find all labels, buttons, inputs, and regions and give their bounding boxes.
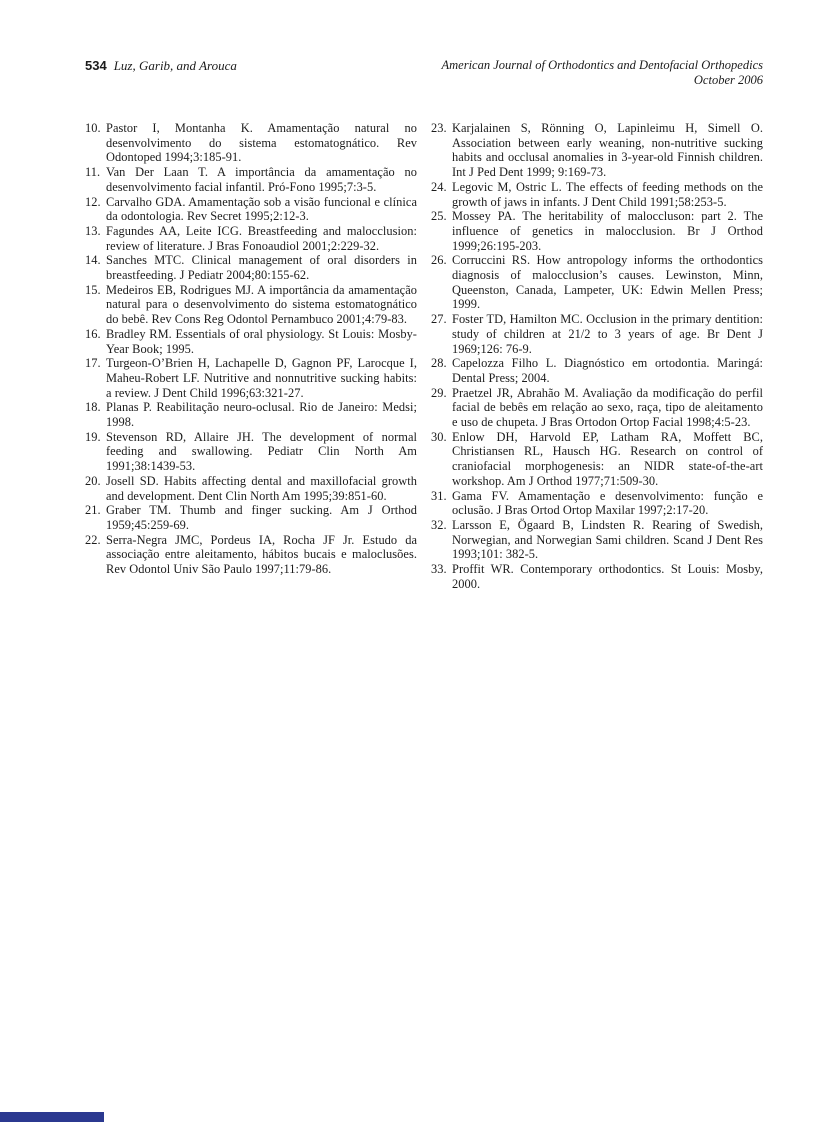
reference-number: 11. <box>85 165 101 180</box>
reference-item <box>85 121 417 165</box>
reference-text: Josell SD. Habits affecting dental and maxillofacial growth and development. Dent Clin North Am 1995;39:851-60. <box>106 473 417 503</box>
reference-number: 14. <box>85 253 101 268</box>
reference-item <box>85 503 417 532</box>
reference-number: 33. <box>431 562 447 577</box>
reference-item <box>85 533 417 577</box>
reference-item <box>85 195 417 224</box>
reference-number: 31. <box>431 488 447 503</box>
reference-number: 20. <box>85 473 101 488</box>
reference-text: Proffit WR. Contemporary orthodontics. St Louis: Mosby, 2000. <box>452 562 763 591</box>
reference-text: Karjalainen S, Rönning O, Lapinleimu H, Simell O. Association between early weaning, non-nutritive sucking habits and occlusal anomalies in 3-year-old Finnish children. Int J Ped Dent 1999; 9:169-73. <box>452 121 763 180</box>
reference-number: 24. <box>431 179 447 194</box>
reference-number: 27. <box>431 312 447 327</box>
reference-number: 25. <box>431 209 447 224</box>
reference-text: Turgeon-O’Brien H, Lachapelle D, Gagnon PF, Larocque I, Maheu-Robert LF. Nutritive and nonnutritive sucking habits: a review. J Dent Child 1996;63:321-27. <box>106 356 417 400</box>
reference-number: 32. <box>431 517 447 532</box>
reference-number: 30. <box>431 429 447 444</box>
reference-item <box>85 283 417 327</box>
reference-text: Van Der Laan T. A importância da amamentação no desenvolvimento facial infantil. Pró-Fono 1995;7:3-5. <box>106 165 417 194</box>
references-right-column <box>431 121 763 592</box>
page-number: 534 <box>85 58 107 73</box>
reference-text: Corruccini RS. How antropology informs the orthodontics diagnosis of malocclusion’s causes. Lewinston, Minn, Queenston, Canada, Lampeter, UK: Edwin Mellen Press; 1999. <box>452 253 763 312</box>
reference-number: 23. <box>431 121 447 135</box>
reference-text: Legovic M, Ostric L. The effects of feeding methods on the growth of jaws in infants. J Dent Child 1991;58:253-5. <box>452 179 763 209</box>
reference-text: Fagundes AA, Leite ICG. Breastfeeding and malocclusion: review of literature. J Bras Fonoaudiol 2001;2:229-32. <box>106 223 417 253</box>
running-authors: Luz, Garib, and Arouca <box>113 58 237 73</box>
reference-item <box>431 209 763 253</box>
reference-text: Serra-Negra JMC, Pordeus IA, Rocha JF Jr. Estudo da associação entre aleitamento, hábitos bucais e maloclusões. Rev Odontol Univ São Paulo 1997;11:79-86. <box>106 532 417 577</box>
reference-item <box>85 430 417 474</box>
reference-text: Carvalho GDA. Amamentação sob a visão funcional e clínica da odontologia. Rev Secret 1995;2:12-3. <box>106 194 417 224</box>
references-left-column <box>85 121 417 592</box>
reference-item <box>431 121 763 180</box>
running-head-left <box>85 58 237 74</box>
reference-number: 13. <box>85 223 101 238</box>
reference-text: Foster TD, Hamilton MC. Occlusion in the primary dentition: study of children at 21/2 to 3 years of age. Br Dent J 1969;126: 76-9. <box>452 312 763 356</box>
reference-item <box>431 430 763 489</box>
reference-number: 16. <box>85 326 101 341</box>
reference-number: 18. <box>85 400 101 415</box>
reference-item <box>85 400 417 429</box>
reference-item <box>431 489 763 518</box>
reference-text: Planas P. Reabilitação neuro-oclusal. Rio de Janeiro: Medsi; 1998. <box>106 400 417 430</box>
issue-date: October 2006 <box>693 73 763 87</box>
reference-item <box>85 356 417 400</box>
reference-item <box>431 386 763 430</box>
reference-text: Praetzel JR, Abrahão M. Avaliação da modificação do perfil facial de bebês em relação ao sexo, raça, tipo de aleitamento e uso de chupeta. J Bras Ortodon Ortop Facial 1998;4:5-23. <box>452 385 763 430</box>
reference-item <box>85 165 417 194</box>
reference-text: Stevenson RD, Allaire JH. The development of normal feeding and swallowing. Pediatr Clin North Am 1991;38:1439-53. <box>106 429 417 474</box>
reference-number: 17. <box>85 356 101 371</box>
journal-name: American Journal of Orthodontics and Dentofacial Orthopedics <box>441 58 763 72</box>
reference-number: 12. <box>85 194 101 209</box>
reference-number: 28. <box>431 356 447 371</box>
page-bottom-artifact <box>0 1112 104 1122</box>
reference-text: Medeiros EB, Rodrigues MJ. A importância da amamentação natural para o desenvolvimento do sistema estomatognático do bebê. Rev Cons Reg Odontol Pernambuco 2001;4:79-83. <box>106 282 417 327</box>
reference-item <box>85 253 417 282</box>
reference-item <box>85 327 417 356</box>
reference-item <box>85 474 417 503</box>
reference-item <box>431 180 763 209</box>
reference-item <box>431 518 763 562</box>
reference-text: Sanches MTC. Clinical management of oral disorders in breastfeeding. J Pediatr 2004;80:155-62. <box>106 253 417 283</box>
reference-text: Capelozza Filho L. Diagnóstico em ortodontia. Maringá: Dental Press; 2004. <box>452 356 763 385</box>
reference-number: 26. <box>431 253 447 268</box>
reference-number: 21. <box>85 503 101 518</box>
reference-number: 22. <box>85 532 101 547</box>
running-head-right <box>442 58 764 88</box>
reference-item <box>85 224 417 253</box>
reference-item <box>431 312 763 356</box>
reference-number: 15. <box>85 282 101 297</box>
reference-item <box>431 562 763 591</box>
reference-number: 10. <box>85 121 101 135</box>
reference-item <box>431 356 763 385</box>
reference-text: Mossey PA. The heritability of maloccluson: part 2. The influence of genetics in malocclusion. Br J Orthod 1999;26:195-203. <box>452 209 763 253</box>
reference-text: Larsson E, Ögaard B, Lindsten R. Rearing of Swedish, Norwegian, and Norwegian Sami children. Scand J Dent Res 1993;101: 382-5. <box>452 517 763 562</box>
page-header <box>85 58 763 88</box>
references-section <box>85 121 763 592</box>
reference-text: Gama FV. Amamentação e desenvolvimento: função e oclusão. J Bras Ortod Ortop Maxilar 1997;2:17-20. <box>452 488 763 518</box>
reference-number: 19. <box>85 429 101 444</box>
reference-number: 29. <box>431 385 447 400</box>
reference-text: Bradley RM. Essentials of oral physiology. St Louis: Mosby-Year Book; 1995. <box>106 326 417 356</box>
reference-text: Enlow DH, Harvold EP, Latham RA, Moffett BC, Christiansen RL, Hausch HG. Research on control of craniofacial morphogenesis: an NIDR state-of-the-art workshop. Am J Orthod 1977;71:509-30. <box>452 429 763 488</box>
reference-item <box>431 253 763 312</box>
reference-text: Graber TM. Thumb and finger sucking. Am J Orthod 1959;45:259-69. <box>106 503 417 532</box>
reference-text: Pastor I, Montanha K. Amamentação natural no desenvolvimento do sistema estomatognático. Rev Odontoped 1994;3:185-91. <box>106 121 417 165</box>
